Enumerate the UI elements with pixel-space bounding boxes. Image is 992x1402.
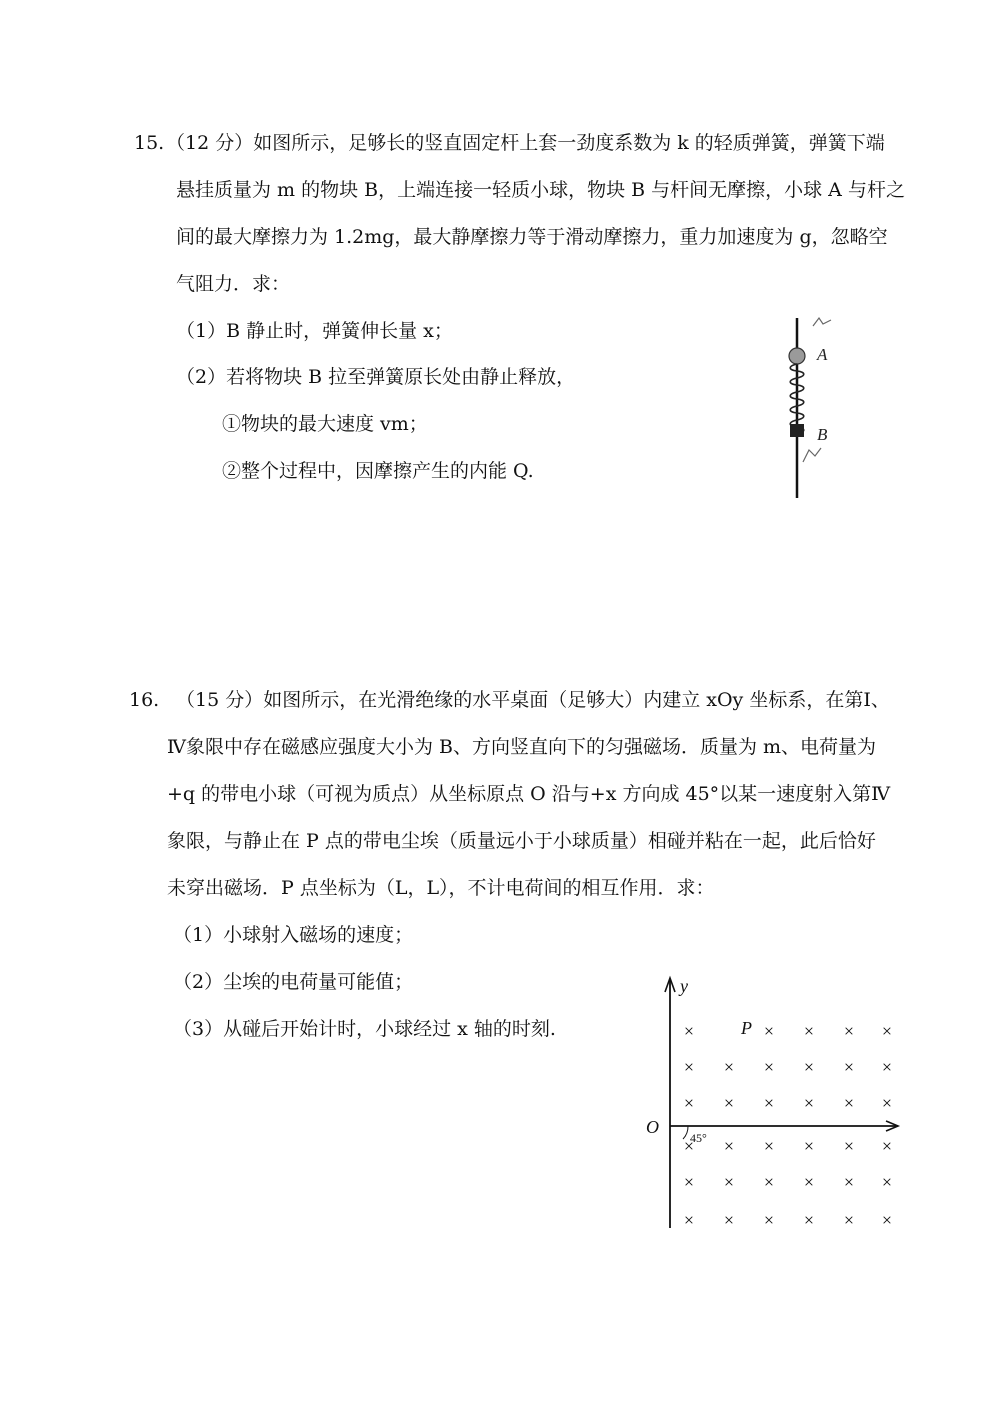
- q16-part-1: （1）小球射入磁场的速度；: [173, 924, 414, 946]
- field-cross: ×: [881, 1093, 893, 1113]
- field-cross: ×: [683, 1057, 695, 1077]
- field-cross: ×: [843, 1093, 855, 1113]
- field-cross: ×: [763, 1021, 775, 1041]
- q15-line-2: 悬挂质量为 m 的物块 B，上端连接一轻质小球，物块 B 与杆间无摩擦，小球 A 与杆之: [176, 179, 905, 201]
- q15-part-1: （1）B 静止时，弹簧伸长量 x；: [176, 320, 453, 342]
- field-cross: ×: [683, 1210, 695, 1230]
- field-cross: ×: [723, 1093, 735, 1113]
- angle-label: 45°: [690, 1131, 707, 1145]
- field-cross: ×: [803, 1093, 815, 1113]
- field-cross: ×: [843, 1172, 855, 1192]
- field-cross: ×: [803, 1057, 815, 1077]
- magnetic-field-figure: [640, 970, 910, 1240]
- field-cross: ×: [843, 1210, 855, 1230]
- field-cross: ×: [843, 1136, 855, 1156]
- field-cross: ×: [803, 1210, 815, 1230]
- field-cross: ×: [803, 1136, 815, 1156]
- rod-top-mark: [813, 318, 831, 326]
- field-cross: ×: [881, 1210, 893, 1230]
- block-b: [790, 424, 804, 437]
- q15-line-1: （12 分）如图所示，足够长的竖直固定杆上套一劲度系数为 k 的轻质弹簧，弹簧下端: [166, 132, 885, 154]
- rod-bottom-mark: [803, 448, 821, 462]
- field-cross: ×: [683, 1021, 695, 1041]
- field-cross: ×: [763, 1172, 775, 1192]
- field-cross: ×: [723, 1057, 735, 1077]
- question-16-number: 16.: [129, 689, 160, 711]
- point-p-label: P: [741, 1018, 752, 1038]
- origin-label: O: [646, 1117, 659, 1137]
- q16-part-3: （3）从碰后开始计时，小球经过 x 轴的时刻.: [173, 1018, 556, 1040]
- question-15-number: 15.: [134, 132, 165, 154]
- ball-a-label: A: [817, 345, 828, 364]
- block-b-label: B: [817, 425, 828, 444]
- field-cross: ×: [763, 1210, 775, 1230]
- field-cross: ×: [881, 1021, 893, 1041]
- field-cross: ×: [763, 1093, 775, 1113]
- field-cross: ×: [881, 1057, 893, 1077]
- field-cross: ×: [803, 1172, 815, 1192]
- q15-line-4: 气阻力．求：: [176, 273, 291, 295]
- field-cross: ×: [881, 1172, 893, 1192]
- q16-line-3: +q 的带电小球（可视为质点）从坐标原点 O 沿与+x 方向成 45°以某一速度射入第Ⅳ: [167, 783, 891, 805]
- q15-line-3: 间的最大摩擦力为 1.2mg，最大静摩擦力等于滑动摩擦力，重力加速度为 g，忽略空: [176, 226, 888, 248]
- q15-subpart-2: ②整个过程中，因摩擦产生的内能 Q.: [222, 460, 534, 482]
- field-cross: ×: [881, 1136, 893, 1156]
- y-axis-label: y: [680, 976, 688, 996]
- q16-part-2: （2）尘埃的电荷量可能值；: [173, 971, 414, 993]
- field-cross: ×: [723, 1172, 735, 1192]
- field-cross: ×: [723, 1136, 735, 1156]
- field-cross: ×: [803, 1021, 815, 1041]
- q16-line-1: （15 分）如图所示，在光滑绝缘的水平桌面（足够大）内建立 xOy 坐标系，在第Ⅰ、: [176, 689, 890, 711]
- field-cross: ×: [843, 1057, 855, 1077]
- ball-a: [789, 348, 805, 364]
- field-cross: ×: [763, 1136, 775, 1156]
- field-cross: ×: [763, 1057, 775, 1077]
- spring-rod-figure: [775, 310, 855, 505]
- q15-subpart-1: ①物块的最大速度 vm；: [222, 413, 428, 435]
- field-cross: ×: [723, 1210, 735, 1230]
- q16-line-2: Ⅳ象限中存在磁感应强度大小为 B、方向竖直向下的匀强磁场．质量为 m、电荷量为: [167, 736, 877, 758]
- field-cross: ×: [683, 1093, 695, 1113]
- q16-line-5: 未穿出磁场．P 点坐标为（L，L），不计电荷间的相互作用．求：: [167, 877, 715, 899]
- field-cross: ×: [683, 1172, 695, 1192]
- q16-line-4: 象限，与静止在 P 点的带电尘埃（质量远小于小球质量）相碰并粘在一起，此后恰好: [167, 830, 876, 852]
- field-cross: ×: [683, 1136, 695, 1156]
- field-cross: ×: [843, 1021, 855, 1041]
- q15-part-2: （2）若将物块 B 拉至弹簧原长处由静止释放，: [176, 366, 576, 388]
